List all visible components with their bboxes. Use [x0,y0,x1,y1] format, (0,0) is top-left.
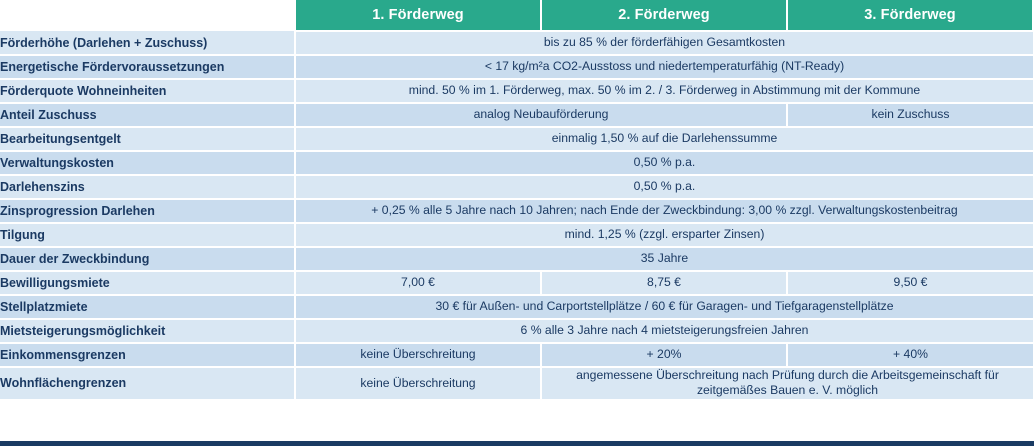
row-value: 0,50 % p.a. [295,175,1033,199]
row-value: keine Überschreitung [295,343,541,367]
table-row [0,127,1033,151]
row-label: Tilgung [0,223,295,247]
row-value: 30 € für Außen- und Carportstellplätze / 60 € für Garagen- und Tiefgaragenstellplätze [295,295,1033,319]
table-row [0,343,1033,367]
row-value: 35 Jahre [295,247,1033,271]
row-value: keine Überschreitung [295,367,541,400]
table-row [0,199,1033,223]
table-row [0,223,1033,247]
row-label: Verwaltungskosten [0,151,295,175]
row-value: einmalig 1,50 % auf die Darlehenssumme [295,127,1033,151]
table-row [0,319,1033,343]
row-value: 7,00 € [295,271,541,295]
table-row [0,247,1033,271]
row-value: + 40% [787,343,1033,367]
row-value: mind. 50 % im 1. Förderweg, max. 50 % im 2. / 3. Förderweg in Abstimmung mit der Kommune [295,79,1033,103]
row-label: Dauer der Zweckbindung [0,247,295,271]
table-row [0,79,1033,103]
row-value: + 0,25 % alle 5 Jahre nach 10 Jahren; nach Ende der Zweckbindung: 3,00 % zzgl. Verwaltungskostenbeitrag [295,199,1033,223]
table-row [0,103,1033,127]
row-value: mind. 1,25 % (zzgl. ersparter Zinsen) [295,223,1033,247]
row-label: Energetische Fördervoraussetzungen [0,55,295,79]
header-corner-cell [0,0,295,31]
table-row [0,367,1033,400]
row-value: 8,75 € [541,271,787,295]
column-header-foerderweg-2: 2. Förderweg [541,0,787,31]
column-header-foerderweg-1: 1. Förderweg [295,0,541,31]
table-row [0,55,1033,79]
table-row [0,295,1033,319]
row-label: Bearbeitungsentgelt [0,127,295,151]
row-label: Einkommensgrenzen [0,343,295,367]
row-label: Mietsteigerungsmöglichkeit [0,319,295,343]
row-value: + 20% [541,343,787,367]
row-label: Wohnflächengrenzen [0,367,295,400]
row-value: 9,50 € [787,271,1033,295]
row-label: Förderquote Wohneinheiten [0,79,295,103]
row-value: analog Neubauförderung [295,103,787,127]
table-header-row [0,0,1033,31]
row-label: Förderhöhe (Darlehen + Zuschuss) [0,31,295,55]
row-value: 6 % alle 3 Jahre nach 4 mietsteigerungsfreien Jahren [295,319,1033,343]
row-value: < 17 kg/m²a CO2-Ausstoss und niedertemperaturfähig (NT-Ready) [295,55,1033,79]
row-value: bis zu 85 % der förderfähigen Gesamtkosten [295,31,1033,55]
table-row [0,31,1033,55]
row-value: 0,50 % p.a. [295,151,1033,175]
column-header-foerderweg-3: 3. Förderweg [787,0,1033,31]
table-row [0,151,1033,175]
row-label: Bewilligungsmiete [0,271,295,295]
row-label: Darlehenszins [0,175,295,199]
table-row [0,271,1033,295]
table-body [0,31,1033,400]
bottom-rule [0,441,1034,446]
row-value: angemessene Überschreitung nach Prüfung durch die Arbeitsgemeinschaft für zeitgemäßes Bauen e. V. möglich [541,367,1033,400]
row-label: Anteil Zuschuss [0,103,295,127]
table-header [0,0,1033,31]
row-label: Zinsprogression Darlehen [0,199,295,223]
row-value: kein Zuschuss [787,103,1033,127]
row-label: Stellplatzmiete [0,295,295,319]
table-row [0,175,1033,199]
